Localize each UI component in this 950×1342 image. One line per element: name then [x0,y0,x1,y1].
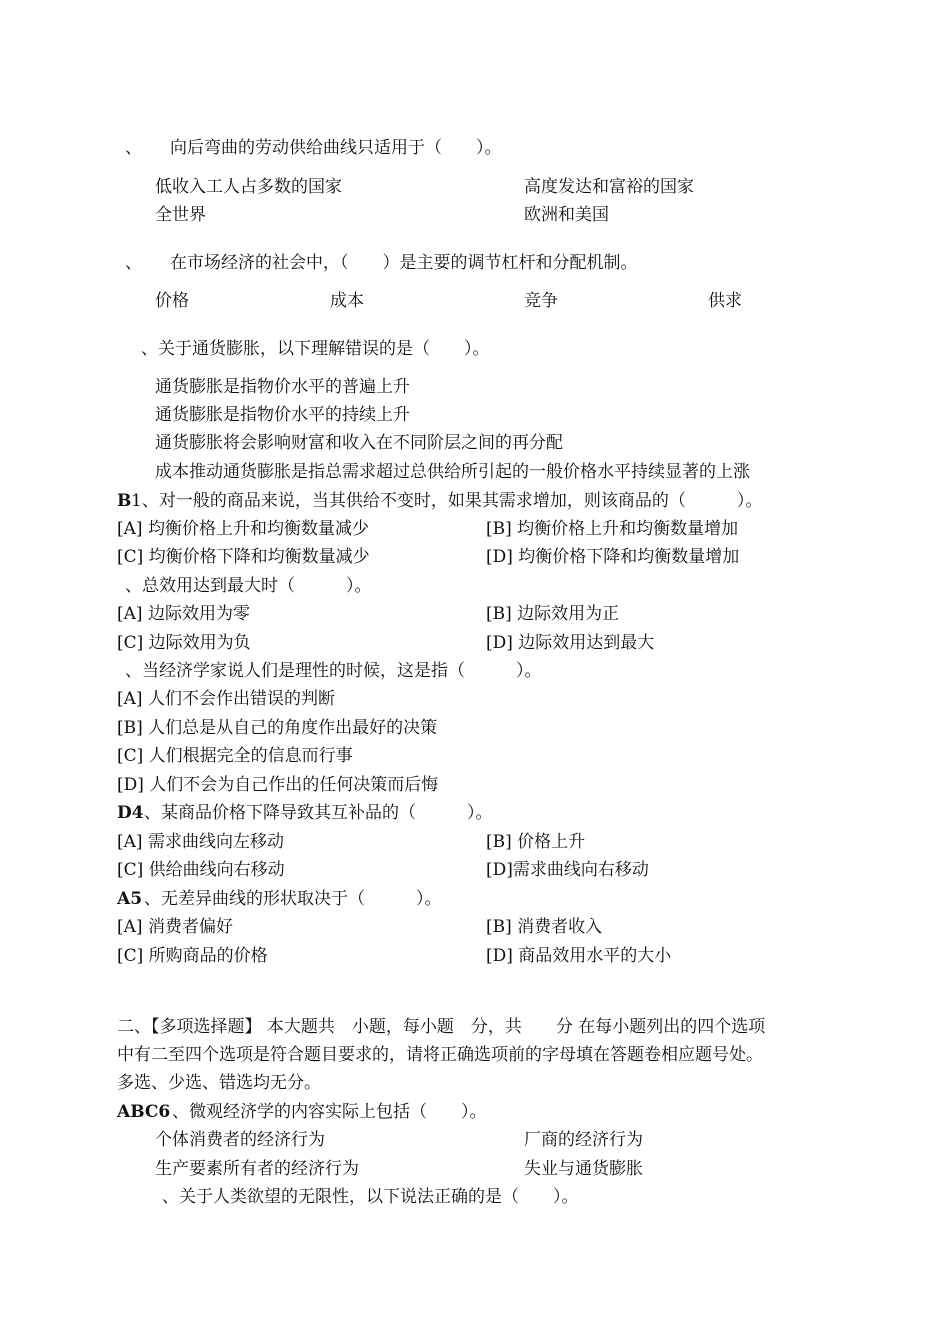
option-3: 通货膨胀将会影响财富和收入在不同阶层之间的再分配 [155,433,563,453]
option-1: 价格 [155,291,189,311]
answer-mark: D4 [117,803,144,823]
option-d: [D] 边际效用达到最大 [486,633,655,653]
option-1: 通货膨胀是指物价水平的普遍上升 [155,377,410,397]
option-a: [A] 均衡价格上升和均衡数量减少 [117,519,369,539]
question-stem: 、关于人类欲望的无限性，以下说法正确的是（ ）。 [162,1187,579,1207]
option-b: [B] 边际效用为正 [486,604,620,624]
question-stem: 1、对一般的商品来说，当其供给不变时，如果其需求增加，则该商品的（ ）。 [131,491,763,511]
option-b: [B] 均衡价格上升和均衡数量增加 [486,519,739,539]
answer-mark: A5 [117,889,143,909]
option-d: [D] 均衡价格下降和均衡数量增加 [486,547,740,567]
question-stem: 在市场经济的社会中，（ ）是主要的调节杠杆和分配机制。 [170,253,638,273]
option-3: 竞争 [524,291,558,311]
section-heading: 二、【多项选择题】 本大题共 小题，每小题 分，共 分 在每小题列出的四个选项 [117,1017,766,1037]
option-1: 低收入工人占多数的国家 [155,177,342,197]
section-instruction: 中有二至四个选项是符合题目要求的，请将正确选项前的字母填在答题卷相应题号处。 [117,1045,763,1065]
option-a: [A] 需求曲线向左移动 [117,832,284,852]
question-stem: 、总效用达到最大时（ ）。 [125,576,372,596]
question-stem: 、无差异曲线的形状取决于（ ）。 [144,889,442,909]
option-b: [B] 消费者收入 [486,917,603,937]
question-stem-prefix: 、 [125,253,142,273]
section-instruction: 多选、少选、错选均无分。 [117,1073,321,1093]
option-c: [C] 人们根据完全的信息而行事 [117,746,353,766]
question-stem: 、当经济学家说人们是理性的时候，这是指（ ）。 [125,661,542,681]
option-3: 全世界 [155,205,206,225]
answer-mark: ABC6 [117,1102,171,1122]
option-c: [C] 供给曲线向右移动 [117,860,285,880]
question-stem-prefix: 、 [125,138,142,158]
option-4: 失业与通货膨胀 [524,1159,643,1179]
question-stem: 、关于通货膨胀，以下理解错误的是（ ）。 [141,339,490,359]
option-b: [B] 人们总是从自己的角度作出最好的决策 [117,718,438,738]
question-stem: 向后弯曲的劳动供给曲线只适用于（ ）。 [170,138,502,158]
option-d: [D] 人们不会为自己作出的任何决策而后悔 [117,775,439,795]
option-4: 供求 [708,291,742,311]
option-c: [C] 所购商品的价格 [117,946,268,966]
option-2: 厂商的经济行为 [524,1130,643,1150]
option-4: 欧洲和美国 [524,205,609,225]
question-stem: 、某商品价格下降导致其互补品的（ ）。 [144,803,493,823]
option-a: [A] 边际效用为零 [117,604,250,624]
option-c: [C] 边际效用为负 [117,633,251,653]
question-stem: 、微观经济学的内容实际上包括（ ）。 [172,1102,487,1122]
option-4: 成本推动通货膨胀是指总需求超过总供给所引起的一般价格水平持续显著的上涨 [155,462,750,482]
option-d: [D] 商品效用水平的大小 [486,946,672,966]
option-b: [B] 价格上升 [486,832,586,852]
option-2: 高度发达和富裕的国家 [524,177,694,197]
option-a: [A] 人们不会作出错误的判断 [117,689,335,709]
answer-mark: B [117,491,132,511]
option-1: 个体消费者的经济行为 [155,1130,325,1150]
option-2: 通货膨胀是指物价水平的持续上升 [155,405,410,425]
option-2: 成本 [330,291,364,311]
option-a: [A] 消费者偏好 [117,917,233,937]
option-d: [D]需求曲线向右移动 [486,860,649,880]
option-c: [C] 均衡价格下降和均衡数量减少 [117,547,370,567]
option-3: 生产要素所有者的经济行为 [155,1159,359,1179]
